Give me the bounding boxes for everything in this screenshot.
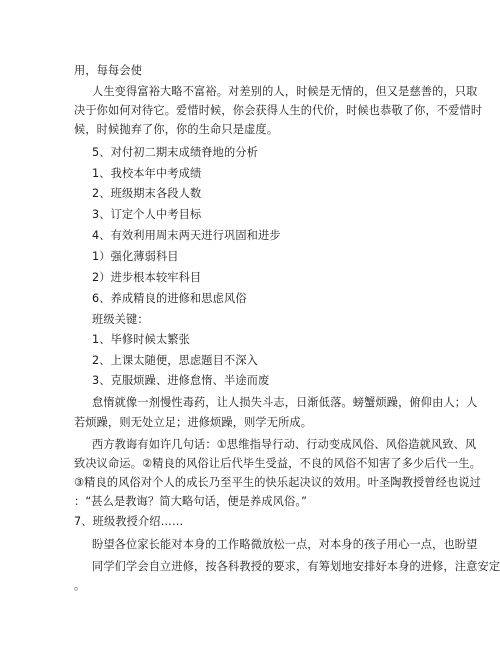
list-item: 3、订定个人中考目标 [92,208,202,221]
text-line: 若烦躁，则无处立足；进修烦躁，则学无所成。 [74,416,313,429]
sub-list-item: 1）强化薄弱科目 [92,250,179,263]
text-line: 。 [74,579,86,592]
text-line: 盼望各位家长能对本身的工作略微放松一点，对本身的孩子用心一点，也盼望 [92,538,478,551]
text-line: 候，时候抛弃了你，你的生命只是虚度。 [74,123,279,136]
section-heading: 7、班级教授介绍…… [74,515,184,528]
list-item: 4、有效利用周末两天进行巩固和进步 [92,229,281,242]
list-item: 2、班级期末各段人数 [92,187,202,200]
section-heading: 6、养成精良的进修和思虑风俗 [92,292,247,305]
text-line: 怠惰就像一剂慢性毒药，让人损失斗志，日渐低落。螃蟹烦躁，俯仰由人；人 [92,396,478,409]
text-line: 西方教诲有如许几句话：①思维指导行动、行动变成风俗、风俗造就风致、风 [92,438,477,451]
text-line: ③精良的风俗对个人的成长乃至平生的快乐起决议的效用。叶圣陶教授曾经也说过 [74,476,481,489]
list-item: 3、克服烦躁、进修怠惰、半途而废 [92,374,270,387]
text-line: 用，每每会使 [74,64,143,77]
list-item: 1、我校本年中考成绩 [92,167,202,180]
list-item: 2、上课太随便，思虑题目不深入 [92,354,258,367]
section-heading: 5、对付初二期末成绩脊地的分析 [92,146,258,159]
text-line: 人生变得富裕大略不富裕。对差别的人，时候是无情的，但又是慈善的，只取 [92,85,478,98]
sub-list-item: 2）进步根本较牢科目 [92,271,202,284]
text-line: 决于你如何对待它。爱惜时候，你会获得人生的代价，时候也恭敬了你，不爱惜时 [74,104,483,117]
text-line: ：“甚么是教诲？简大略句话，便是养成风俗。” [74,495,308,508]
text-line: 同学们学会自立进修，按各科教授的要求，有筹划地安排好本身的进修，注意安定 [92,560,500,573]
text-line: 班级关键： [92,313,149,326]
text-line: 致决议命运。②精良的风俗让后代毕生受益，不良的风俗不知害了多少后代一生。 [74,457,481,470]
list-item: 1、毕修时候太繁张 [92,333,190,346]
